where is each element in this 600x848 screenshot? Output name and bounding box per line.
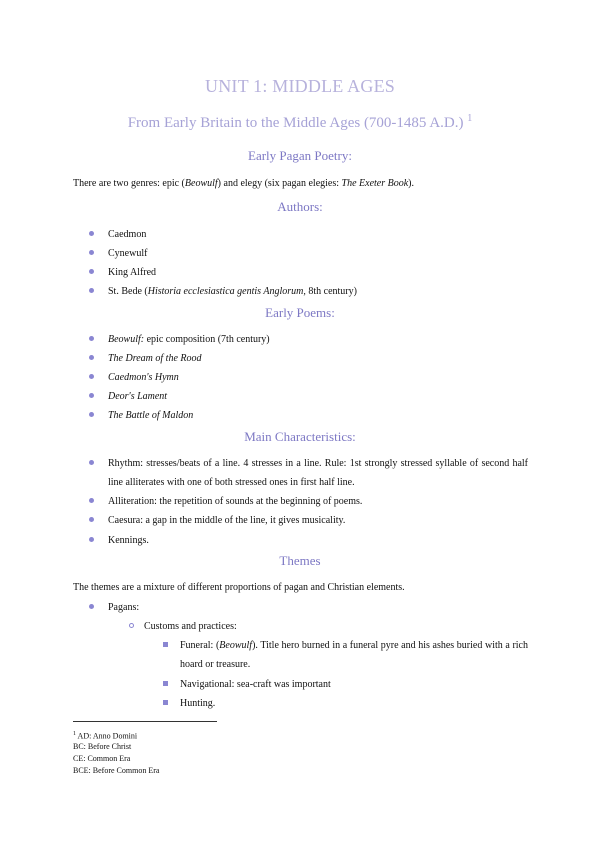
bullet-icon — [89, 355, 94, 360]
genres-beowulf: Beowulf — [184, 178, 218, 189]
characteristic-item — [108, 492, 528, 511]
author-name: King Alfred — [108, 267, 157, 278]
poem-item — [108, 330, 528, 349]
footnote-bce: BCE: Before Common Era — [73, 766, 160, 775]
poem-item — [108, 349, 528, 368]
heading-themes: Themes — [279, 553, 321, 568]
poem-item — [108, 387, 528, 406]
footnote-bc: BC: Before Christ — [73, 742, 132, 751]
poem-title: Deor's Lament — [108, 391, 168, 402]
custom-text: Hunting. — [180, 698, 216, 709]
bede-century: 8th century) — [305, 286, 357, 297]
footnote-ad — [73, 729, 137, 742]
custom-item-hunting — [180, 694, 528, 713]
genres-text-3: ). — [408, 178, 414, 189]
theme-subtext: Customs and practices: — [144, 621, 237, 632]
genres-exeter-book: The Exeter Book — [341, 178, 409, 189]
bullet-icon — [89, 537, 94, 542]
poem-title: The Dream of the Rood — [108, 353, 202, 364]
square-bullet-icon — [163, 642, 168, 647]
author-item — [108, 225, 528, 244]
poem-description: epic composition (7th century) — [144, 334, 270, 345]
genres-text-2: ) and elegy (six pagan elegies: — [217, 178, 342, 189]
characteristic-item — [108, 454, 528, 492]
bullet-icon — [89, 288, 94, 293]
footnote-mark: 1 — [73, 731, 76, 737]
bullet-icon — [89, 517, 94, 522]
heading-authors: Authors: — [277, 199, 323, 214]
genres-text: There are two genres: epic ( — [73, 178, 185, 189]
author-item — [108, 244, 528, 263]
footnote-ce: CE: Common Era — [73, 754, 131, 763]
bullet-icon — [89, 374, 94, 379]
footnote-text: AD: Anno Domini — [76, 731, 138, 741]
theme-subitem-customs — [144, 617, 237, 636]
custom-beowulf: Beowulf — [219, 640, 253, 651]
characteristic-item — [108, 531, 528, 550]
themes-intro: The themes are a mixture of different proportions of pagan and Christian elements. — [73, 582, 405, 593]
bullet-icon — [89, 231, 94, 236]
characteristic-text: Caesura: a gap in the middle of the line, it gives musicality. — [108, 515, 346, 526]
bullet-icon — [89, 604, 94, 609]
poem-title: Beowulf: — [108, 334, 145, 345]
heading-main-characteristics: Main Characteristics: — [244, 429, 356, 444]
bullet-icon — [89, 460, 94, 465]
custom-text: Navigational: sea-craft was important — [180, 679, 331, 690]
custom-item-navigational — [180, 675, 528, 694]
footnote-reference[interactable]: 1 — [467, 113, 473, 124]
footnote-separator — [73, 721, 217, 722]
poem-title: Caedmon's Hymn — [108, 372, 179, 383]
poem-title: The Battle of Maldon — [108, 410, 194, 421]
heading-early-poems: Early Poems: — [265, 305, 335, 320]
bede-work-title: Historia ecclesiastica gentis Anglorum, — [147, 286, 306, 297]
square-bullet-icon — [163, 681, 168, 686]
bullet-icon — [89, 269, 94, 274]
bullet-icon — [89, 412, 94, 417]
circle-bullet-icon — [129, 623, 134, 628]
author-name: St. Bede ( — [108, 286, 148, 297]
custom-item-funeral — [180, 636, 528, 674]
custom-text-2: ). Title hero burned in a funeral pyre and his ashes buried with a rich hoard or treasure. — [180, 640, 528, 670]
author-item — [108, 282, 528, 301]
characteristic-item — [108, 511, 528, 530]
poem-item — [108, 368, 528, 387]
subtitle-text: From Early Britain to the Middle Ages (700-1485 A.D.) — [127, 115, 464, 131]
page-title: UNIT 1: MIDDLE AGES — [205, 76, 395, 96]
bullet-icon — [89, 498, 94, 503]
theme-text: Pagans: — [108, 602, 140, 613]
poem-item — [108, 406, 528, 425]
author-name: Caedmon — [108, 229, 147, 240]
genres-paragraph — [73, 174, 414, 193]
heading-early-pagan-poetry: Early Pagan Poetry: — [248, 148, 352, 163]
author-item — [108, 263, 528, 282]
custom-text: Funeral: ( — [180, 640, 220, 651]
bullet-icon — [89, 336, 94, 341]
author-name: Cynewulf — [108, 248, 148, 259]
page-subtitle — [0, 113, 600, 132]
bullet-icon — [89, 393, 94, 398]
characteristic-text: Rhythm: stresses/beats of a line. 4 stresses in a line. Rule: 1st strongly stressed syllable of second half line alliterates with one of both stressed ones in first half line. — [108, 458, 528, 488]
characteristic-text: Kennings. — [108, 535, 149, 546]
bullet-icon — [89, 250, 94, 255]
square-bullet-icon — [163, 700, 168, 705]
characteristic-text: Alliteration: the repetition of sounds at the beginning of poems. — [108, 496, 363, 507]
theme-item-pagans — [108, 598, 528, 617]
